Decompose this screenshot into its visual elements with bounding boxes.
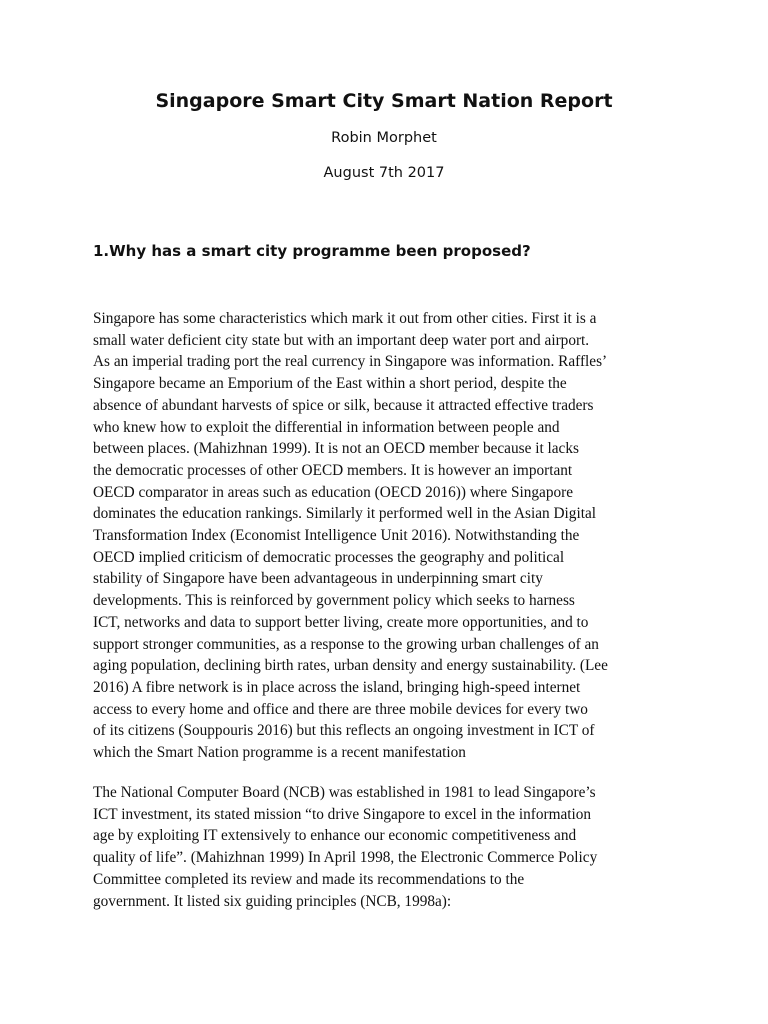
paragraph-line: absence of abundant harvests of spice or silk, because it attracted effective traders bbox=[93, 396, 594, 414]
paragraph-line: ICT investment, its stated mission “to drive Singapore to excel in the information bbox=[93, 805, 592, 823]
paragraph-line: dominates the education rankings. Similarly it performed well in the Asian Digital bbox=[93, 505, 596, 523]
paragraph-line: aging population, declining birth rates, urban density and energy sustainability. (Lee bbox=[93, 657, 608, 675]
paragraph-line: the democratic processes of other OECD members. It is however an important bbox=[93, 461, 573, 479]
document-author: Robin Morphet bbox=[331, 130, 437, 146]
document-title: Singapore Smart City Smart Nation Report bbox=[155, 90, 613, 112]
paragraph-line: Singapore became an Emporium of the East within a short period, despite the bbox=[93, 375, 567, 393]
paragraph-line: As an imperial trading port the real currency in Singapore was information. Raffles’ bbox=[93, 353, 608, 371]
paragraph-line: which the Smart Nation programme is a recent manifestation bbox=[93, 744, 466, 762]
paragraph-line: small water deficient city state but with an important deep water port and airport. bbox=[93, 331, 590, 349]
paragraph-line: The National Computer Board (NCB) was established in 1981 to lead Singapore’s bbox=[93, 784, 596, 801]
paragraph-line: government. It listed six guiding principles (NCB, 1998a): bbox=[93, 892, 452, 910]
paragraph-line: stability of Singapore have been advantageous in underpinning smart city bbox=[93, 570, 543, 588]
paragraph-line: who knew how to exploit the differential in information between people and bbox=[93, 418, 560, 436]
paragraph-line: support stronger communities, as a response to the growing urban challenges of an bbox=[93, 635, 599, 653]
paragraph-line: OECD implied criticism of democratic processes the geography and political bbox=[93, 548, 565, 566]
document-date: August 7th 2017 bbox=[323, 165, 445, 181]
paragraph-line: ICT, networks and data to support better living, create more opportunities, and to bbox=[93, 613, 589, 631]
paragraph-line: of its citizens (Souppouris 2016) but this reflects an ongoing investment in ICT of bbox=[93, 722, 595, 740]
paragraph-line: 2016) A fibre network is in place across the island, bringing high-speed internet bbox=[93, 678, 581, 696]
paragraph-line: between places. (Mahizhnan 1999). It is not an OECD member because it lacks bbox=[93, 440, 579, 458]
paragraph-line: Committee completed its review and made its recommendations to the bbox=[93, 870, 525, 888]
paragraph-line: access to every home and office and there are three mobile devices for every two bbox=[93, 700, 588, 718]
paragraph-line: Transformation Index (Economist Intelligence Unit 2016). Notwithstanding the bbox=[93, 527, 580, 545]
section-heading: 1.Why has a smart city programme been proposed? bbox=[93, 242, 531, 260]
paragraph-line: OECD comparator in areas such as education (OECD 2016)) where Singapore bbox=[93, 483, 573, 501]
paragraph-line: Singapore has some characteristics which mark it out from other cities. First it is a bbox=[93, 310, 597, 327]
paragraph-2 bbox=[93, 782, 597, 912]
paragraph-line: developments. This is reinforced by government policy which seeks to harness bbox=[93, 592, 575, 610]
paragraph-1 bbox=[93, 308, 608, 764]
paragraph-line: quality of life”. (Mahizhnan 1999) In April 1998, the Electronic Commerce Policy bbox=[93, 849, 598, 867]
paragraph-line: age by exploiting IT extensively to enhance our economic competitiveness and bbox=[93, 827, 577, 845]
